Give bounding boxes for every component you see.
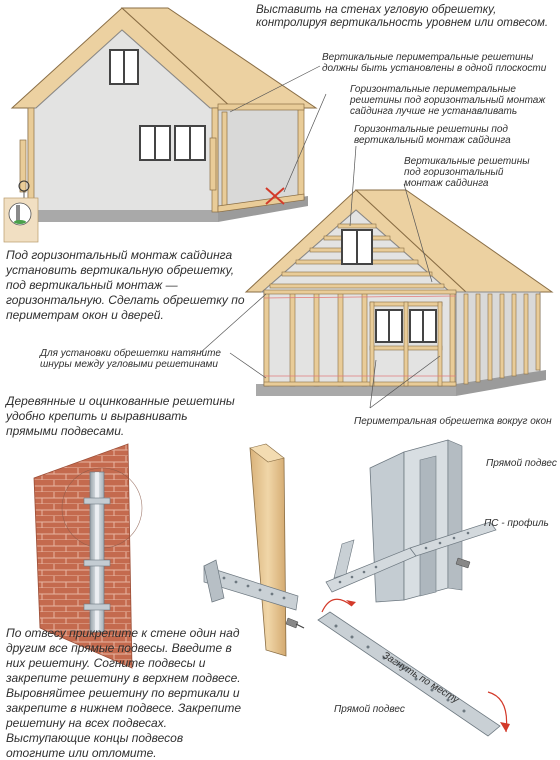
callout-horizontal-perimeter: Горизонтальные периметральные решетины под горизонтальный монтаж сайдинга лучше не устанавливать — [350, 84, 546, 117]
callout-vertical-laths: Вертикальные решетины под горизонтальный монтаж сайдинга — [404, 156, 530, 189]
callout-window-perimeter: Периметральная обрешетка вокруг окон — [354, 416, 552, 427]
callout-cords: Для установки обрешетки натяните шнуры между угловыми решетинами — [40, 348, 221, 370]
callout-horizontal-laths: Горизонтальные решетины под вертикальный монтаж сайдинга — [354, 124, 511, 146]
paragraph-instructions: По отвесу прикрепите к стене один над другим все прямые подвесы. Введите в них решетину. Согните подвесы и закрепите решетину в верхнем подвесе. Выровняйтее решетину по вертикали и закрепите в нижнем подвесе. Закрепите решетину на всех подвесах. Выступающие концы подвесов отогните или отломите. — [6, 626, 242, 760]
ps-profile-hanger — [326, 440, 496, 602]
label-direct-hanger: Прямой подвес — [486, 458, 557, 469]
top-note: Выставить на стенах угловую обрешетку, контролируя вертикальность уровнем или отвесом. — [256, 4, 549, 29]
callout-vertical-perimeter: Вертикальные периметральные решетины должны быть установлены в одной плоскости — [322, 52, 547, 74]
label-bend-in-place: Загнуть по месту — [380, 650, 461, 706]
label-ps-profile: ПС - профиль — [484, 518, 549, 529]
paragraph-hangers: Деревянные и оцинкованные решетины удобно крепить и выравнивать прямыми подвесами. — [6, 394, 235, 438]
house-corner-laths — [12, 8, 316, 222]
wood-post-hanger — [204, 444, 304, 656]
paragraph-installation: Под горизонтальный монтаж сайдинга установить вертикальную обрешетку, под вертикальный монтаж — горизонтальную. Сделать обрешетку по периметрам окон и дверей. — [6, 248, 245, 322]
label-direct-hanger-bottom: Прямой подвес — [334, 704, 405, 715]
house-lathing-frame — [246, 190, 552, 396]
